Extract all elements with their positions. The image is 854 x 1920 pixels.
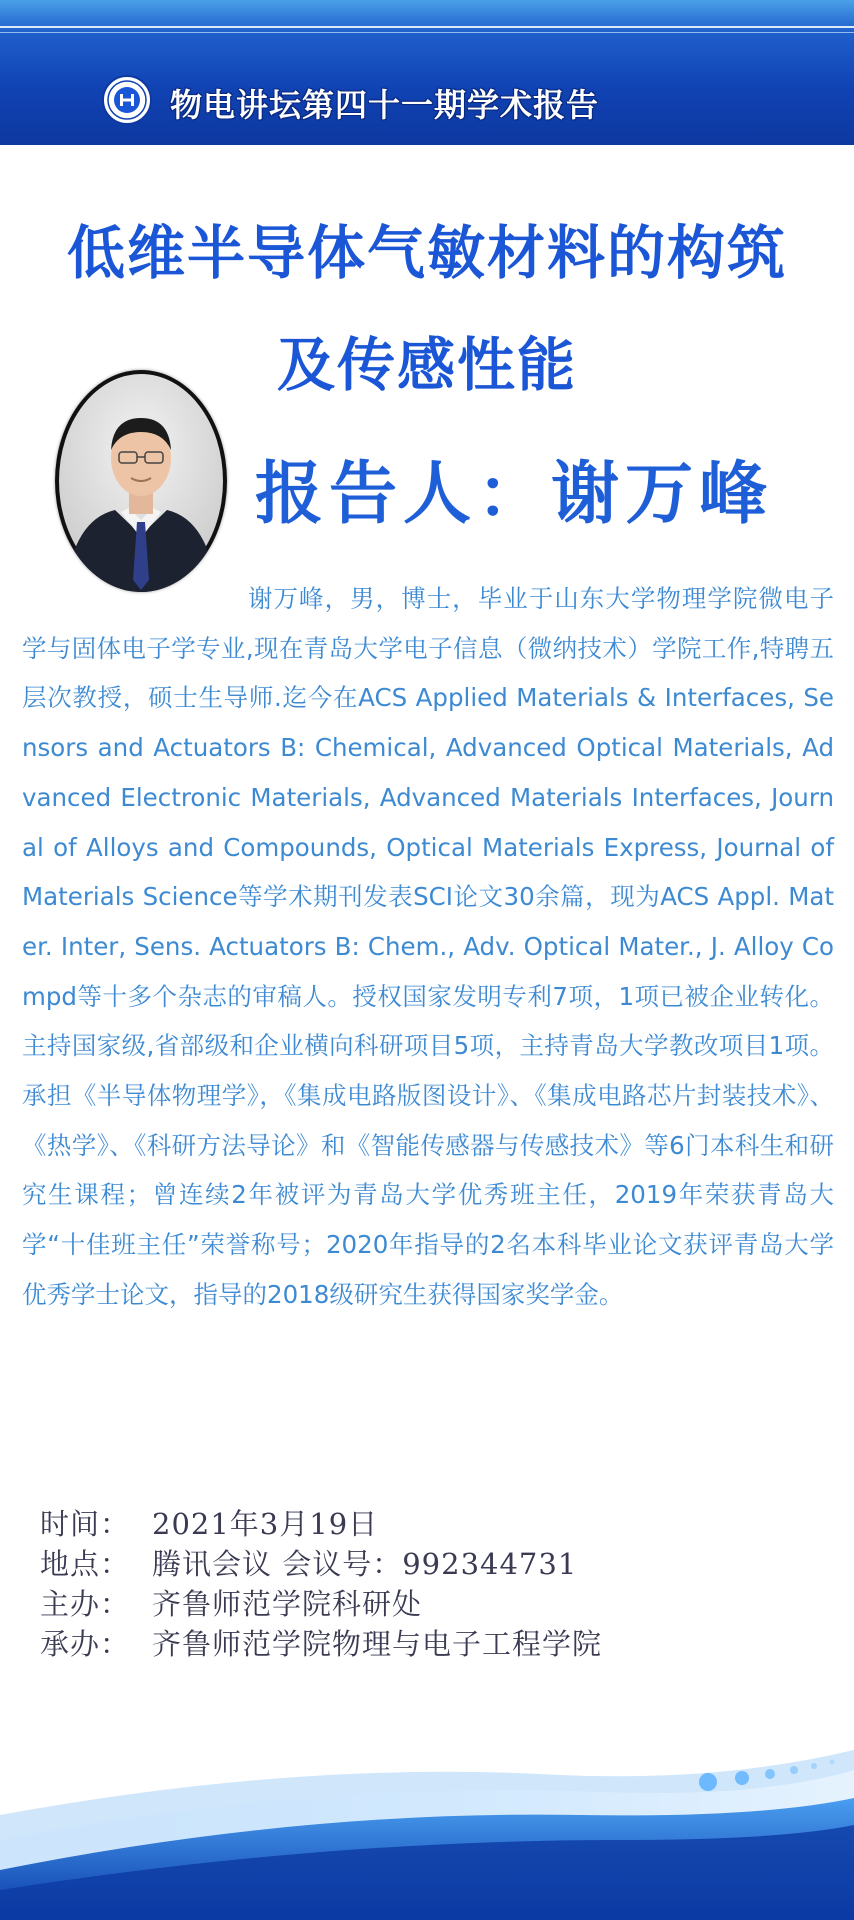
info-place (40, 1544, 602, 1584)
speaker-name: 报告人：谢万峰 (255, 454, 774, 534)
place-value: 腾讯会议 会议号：992344731 (152, 1547, 578, 1581)
speaker-photo (55, 370, 227, 592)
header-banner (0, 0, 854, 145)
header-stripe (0, 32, 854, 33)
place-label: 地点： (40, 1547, 131, 1581)
organizer-label: 承办： (40, 1627, 131, 1661)
host-label: 主办： (40, 1587, 131, 1621)
event-info (40, 1504, 602, 1664)
info-host (40, 1584, 602, 1624)
speaker-portrait (55, 370, 227, 592)
organizer-value: 齐鲁师范学院物理与电子工程学院 (152, 1627, 603, 1661)
talk-title-line2: 及传感性能 (276, 331, 577, 399)
speaker-bio: 谢万峰，男，博士，毕业于山东大学物理学院微电子学与固体电子学专业,现在青岛大学电子信息（微纳技术）学院工作,特聘五层次教授，硕士生导师.迄今在ACS Applied Materials & Interfaces, Sensors and Actuators B: Chemical, Advanced Optical Materials, Advanced Electronic Materials, Advanced Materials Interfaces, Journal of Alloys and Compounds, Optical Materials Express, Journal of Materials Science等学术期刊发表SCI论文30余篇，现为ACS Appl. Mater. Inter, Sens. Actuators B: Chem., Adv. Optical Mater., J. Alloy Compd等十多个杂志的审稿人。授权国家发明专利7项，1项已被企业转化。主持国家级,省部级和企业横向科研项目5项，主持青岛大学教改项目1项。承担《半导体物理学》，《集成电路版图设计》、《集成电路芯片封装技术》、《热学》、《科研方法导论》和《智能传感器与传感技术》等6门本科生和研究生课程；曾连续2年被评为青岛大学优秀班主任，2019年荣获青岛大学“十佳班主任”荣誉称号；2020年指导的2名本科毕业论文获评青岛大学优秀学士论文，指导的2018级研究生获得国家奖学金。 (22, 584, 834, 1309)
info-time (40, 1504, 602, 1544)
talk-title-line1: 低维半导体气敏材料的构筑 (66, 219, 787, 287)
info-organizer (40, 1624, 602, 1664)
header-title: 物电讲坛第四十一期学术报告 (170, 86, 600, 124)
time-label: 时间： (40, 1507, 131, 1541)
time-value: 2021年3月19日 (152, 1507, 379, 1541)
host-value: 齐鲁师范学院科研处 (152, 1587, 423, 1621)
footer-wave-decoration (0, 1720, 854, 1920)
header-stripe (0, 26, 854, 28)
university-seal-icon (101, 74, 153, 126)
